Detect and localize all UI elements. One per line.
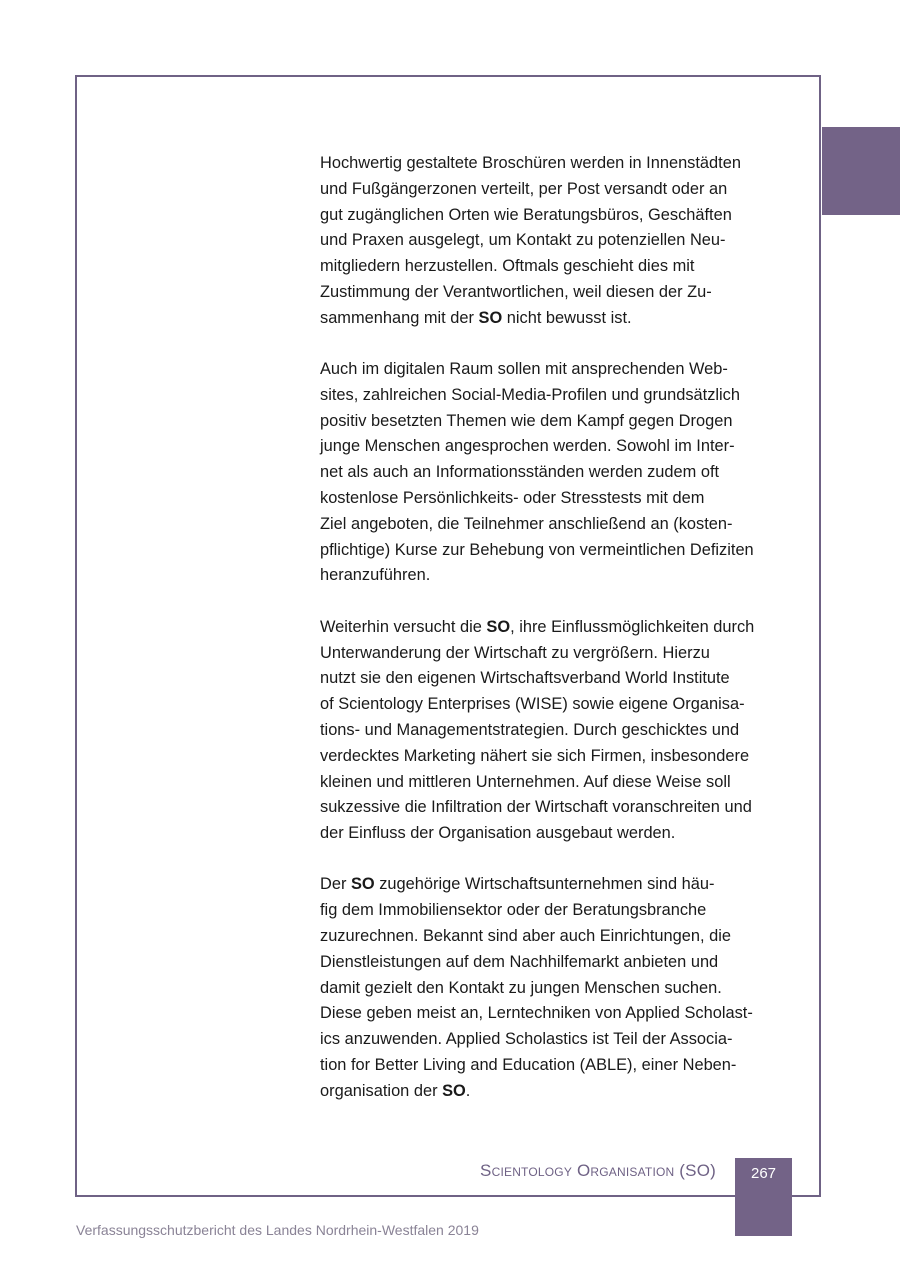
text-line bbox=[320, 1001, 798, 1027]
running-footer-section: Scientology Organisation (SO) bbox=[480, 1161, 716, 1180]
text-line bbox=[320, 898, 798, 924]
text-line bbox=[320, 615, 798, 641]
text-line bbox=[320, 1027, 798, 1053]
text-line bbox=[320, 872, 798, 898]
text-line bbox=[320, 950, 798, 976]
text-run: verdecktes Marketing nähert sie sich Firmen, insbesondere bbox=[320, 746, 750, 765]
text-line bbox=[320, 563, 798, 589]
text-run: tions- und Managementstrategien. Durch geschicktes und bbox=[320, 720, 740, 739]
text-line bbox=[320, 744, 798, 770]
text-line bbox=[320, 641, 798, 667]
text-run: , ihre Einflussmöglichkeiten durch bbox=[510, 617, 755, 636]
text-run: organisation der bbox=[320, 1081, 443, 1100]
paragraph bbox=[320, 615, 798, 847]
text-run: zuzurechnen. Bekannt sind aber auch Einrichtungen, die bbox=[320, 927, 731, 946]
text-run: positiv besetzten Themen wie dem Kampf gegen Drogen bbox=[320, 411, 733, 430]
page-number-box bbox=[735, 1158, 792, 1236]
text-run: pflichtige) Kurse zur Behebung von vermeintlichen Defiziten bbox=[320, 540, 754, 559]
report-title: Verfassungsschutzbericht des Landes Nordrhein-Westfalen 2019 bbox=[76, 1222, 479, 1238]
text-run: Zustimmung der Verantwortlichen, weil diesen der Zu- bbox=[320, 282, 712, 301]
text-run: tion for Better Living and Education (ABLE), einer Neben- bbox=[320, 1056, 737, 1074]
text-line bbox=[320, 357, 798, 383]
text-line bbox=[320, 383, 798, 409]
bold-abbreviation: SO bbox=[478, 308, 503, 327]
text-run: Hochwertig gestaltete Broschüren werden in Innenstädten bbox=[320, 154, 741, 172]
text-run: Diese geben meist an, Lerntechniken von Applied Scholast- bbox=[320, 1004, 753, 1023]
text-line bbox=[320, 177, 798, 203]
text-line bbox=[320, 692, 798, 718]
text-line bbox=[320, 203, 798, 229]
text-run: nutzt sie den eigenen Wirtschaftsverband World Institute bbox=[320, 669, 730, 688]
chapter-tab-marker bbox=[822, 127, 900, 215]
bold-abbreviation: SO bbox=[350, 875, 375, 894]
text-line bbox=[320, 434, 798, 460]
text-line bbox=[320, 718, 798, 744]
text-line bbox=[320, 924, 798, 950]
text-line bbox=[320, 976, 798, 1002]
text-run: . bbox=[465, 1081, 471, 1100]
text-line bbox=[320, 512, 798, 538]
text-run: nicht bewusst ist. bbox=[502, 308, 632, 327]
text-run: junge Menschen angesprochen werden. Sowohl im Inter- bbox=[320, 437, 735, 456]
text-line bbox=[320, 538, 798, 564]
text-run: Ziel angeboten, die Teilnehmer anschließend an (kosten- bbox=[320, 514, 733, 533]
text-run: Dienstleistungen auf dem Nachhilfemarkt anbieten und bbox=[320, 952, 719, 971]
text-run: sites, zahlreichen Social-Media-Profilen und grundsätzlich bbox=[320, 385, 740, 404]
text-line bbox=[320, 795, 798, 821]
text-line bbox=[320, 1053, 798, 1079]
text-run: Weiterhin versucht die bbox=[320, 617, 487, 636]
text-line bbox=[320, 254, 798, 280]
text-run: der Einfluss der Organisation ausgebaut werden. bbox=[320, 824, 676, 843]
text-run: fig dem Immobiliensektor oder der Beratungsbranche bbox=[320, 901, 707, 920]
text-line bbox=[320, 770, 798, 796]
bold-abbreviation: SO bbox=[486, 617, 511, 636]
text-line bbox=[320, 280, 798, 306]
paragraph bbox=[320, 151, 798, 332]
text-run: gut zugänglichen Orten wie Beratungsbüros, Geschäften bbox=[320, 205, 732, 224]
paragraph bbox=[320, 872, 798, 1104]
text-run: mitgliedern herzustellen. Oftmals geschieht dies mit bbox=[320, 257, 695, 276]
text-run: net als auch an Informationsständen werden zudem oft bbox=[320, 463, 720, 482]
text-line bbox=[320, 821, 798, 847]
text-run: und Fußgängerzonen verteilt, per Post versandt oder an bbox=[320, 179, 728, 198]
text-line bbox=[320, 306, 798, 332]
text-run: sukzessive die Infiltration der Wirtschaft voranschreiten und bbox=[320, 798, 752, 817]
text-line bbox=[320, 228, 798, 254]
text-line bbox=[320, 151, 798, 177]
bold-abbreviation: SO bbox=[442, 1081, 466, 1100]
text-run: sammenhang mit der bbox=[320, 308, 479, 327]
text-run: Der bbox=[320, 875, 351, 894]
text-run: ics anzuwenden. Applied Scholastics ist Teil der Associa- bbox=[320, 1030, 733, 1049]
text-line bbox=[320, 1079, 798, 1105]
text-run: kleinen und mittleren Unternehmen. Auf diese Weise soll bbox=[320, 772, 731, 791]
text-run: Auch im digitalen Raum sollen mit ansprechenden Web- bbox=[320, 360, 728, 379]
page-number: 267 bbox=[750, 1165, 777, 1182]
text-line bbox=[320, 460, 798, 486]
text-run: zugehörige Wirtschaftsunternehmen sind häu- bbox=[374, 875, 715, 894]
text-run: of Scientology Enterprises (WISE) sowie eigene Organisa- bbox=[320, 695, 745, 714]
text-line bbox=[320, 486, 798, 512]
text-line bbox=[320, 666, 798, 692]
text-run: heranzuführen. bbox=[320, 566, 431, 585]
text-run: kostenlose Persönlichkeits- oder Stresstests mit dem bbox=[320, 489, 705, 508]
text-run: damit gezielt den Kontakt zu jungen Menschen suchen. bbox=[320, 978, 722, 997]
paragraph bbox=[320, 357, 798, 589]
text-run: Unterwanderung der Wirtschaft zu vergrößern. Hierzu bbox=[320, 643, 710, 662]
body-text bbox=[320, 151, 798, 1130]
text-line bbox=[320, 409, 798, 435]
text-run: und Praxen ausgelegt, um Kontakt zu potenziellen Neu- bbox=[320, 231, 726, 250]
